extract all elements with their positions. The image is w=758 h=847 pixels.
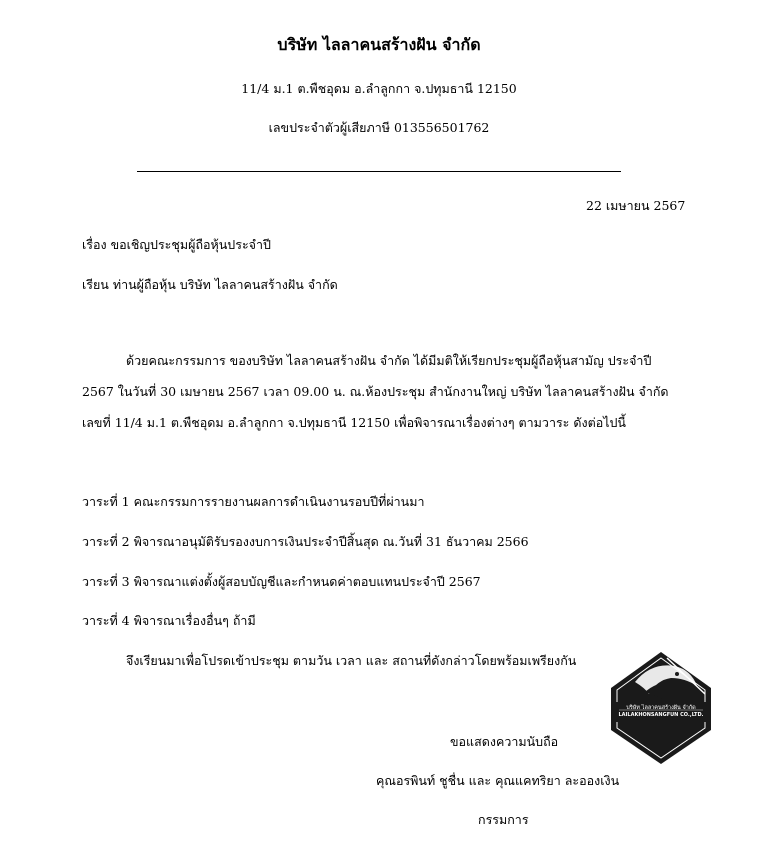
body-line: เลขที่ 11/4 ม.1 ต.พืชอุดม อ.ลำลูกกา จ.ปทุมธานี 12150 เพื่อพิจารณาเรื่องต่างๆ ตามวาระ ดังต่อไปนี้ [82, 415, 626, 430]
agenda-item: วาระที่ 2 พิจารณาอนุมัติรับรองงบการเงินประจำปีสิ้นสุด ณ.วันที่ 31 ธันวาคม 2566 [82, 534, 529, 549]
header-divider [137, 171, 621, 172]
signer-names: คุณอรพินท์ ชูชื่น และ คุณแคทริยา ละอองเงิน [376, 773, 620, 788]
tax-id: เลขประจำตัวผู้เสียภาษี 013556501762 [268, 120, 490, 135]
seal-text-thai: บริษัท ไลลาคนสร้างฝัน จำกัด [626, 705, 696, 711]
subject-line: เรื่อง ขอเชิญประชุมผู้ถือหุ้นประจำปี [82, 237, 271, 252]
company-seal [605, 648, 717, 768]
agenda-item: วาระที่ 4 พิจารณาเรื่องอื่นๆ ถ้ามี [82, 613, 256, 628]
signer-position: กรรมการ [478, 812, 529, 827]
body-line: 2567 ในวันที่ 30 เมษายน 2567 เวลา 09.00 น. ณ.ห้องประชุม สำนักงานใหญ่ บริษัท ไลลาคนสร้างฝัน จำกัด [82, 384, 669, 399]
salutation: เรียน ท่านผู้ถือหุ้น บริษัท ไลลาคนสร้างฝัน จำกัด [82, 277, 338, 292]
company-address: 11/4 ม.1 ต.พืชอุดม อ.ลำลูกกา จ.ปทุมธานี 12150 [241, 81, 517, 96]
closing-paragraph: จึงเรียนมาเพื่อโปรดเข้าประชุม ตามวัน เวลา และ สถานที่ดังกล่าวโดยพร้อมเพรียงกัน [126, 653, 577, 668]
company-name: บริษัท ไลลาคนสร้างฝัน จำกัด [277, 35, 481, 54]
agenda-item: วาระที่ 3 พิจารณาแต่งตั้งผู้สอบบัญชีและกำหนดค่าตอบแทนประจำปี 2567 [82, 574, 481, 589]
agenda-item: วาระที่ 1 คณะกรรมการรายงานผลการดำเนินงานรอบปีที่ผ่านมา [82, 494, 425, 509]
letter-date: 22 เมษายน 2567 [586, 198, 686, 213]
regards: ขอแสดงความนับถือ [450, 734, 559, 749]
seal-text-english: LAILAKHONSANGFUN CO.,LTD. [618, 712, 704, 718]
body-line: ด้วยคณะกรรมการ ของบริษัท ไลลาคนสร้างฝัน จำกัด ได้มีมติให้เรียกประชุมผู้ถือหุ้นสามัญ ประจำปี [126, 353, 652, 368]
